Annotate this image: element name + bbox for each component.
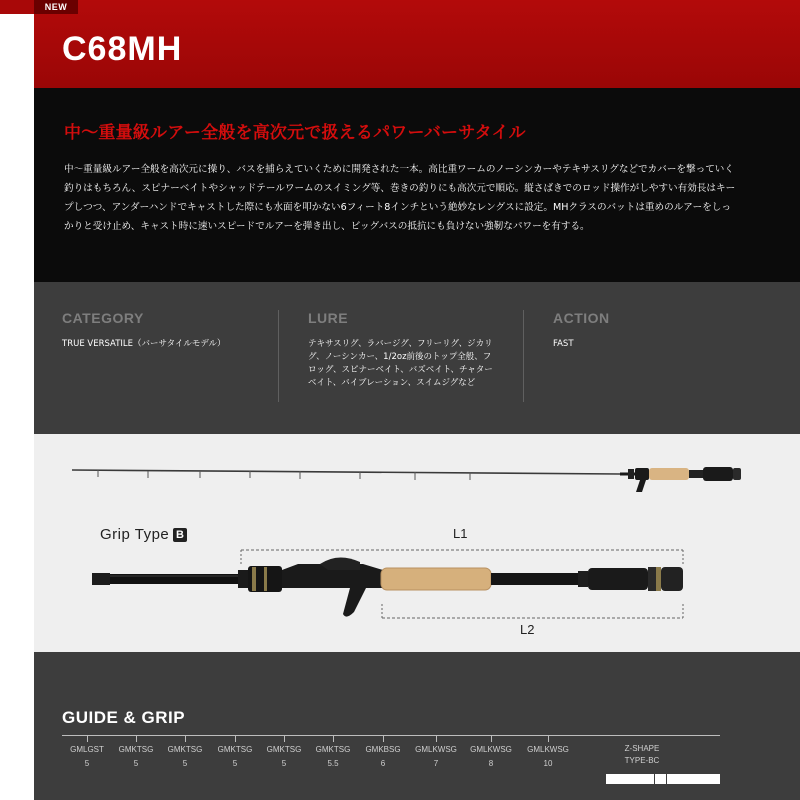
guide-item: GMKTSG 5 [162, 736, 208, 768]
grip-detail-image [88, 540, 698, 630]
l1-label: L1 [453, 526, 468, 541]
spec-action-title: ACTION [553, 310, 610, 326]
grip-name [612, 743, 672, 767]
spec-lure [308, 310, 498, 390]
guide-item: GMLKWSG 10 [525, 736, 571, 768]
grip-type-text: Grip Type [100, 526, 170, 543]
spec-category [62, 310, 262, 351]
guide-item: GMKTSG 5 [261, 736, 307, 768]
spec-divider [523, 310, 524, 402]
guide-item: GMLGST 5 [64, 736, 110, 768]
grip-name-line1: Z-SHAPE [624, 744, 660, 753]
grip-bar [606, 774, 720, 784]
grip-name-line2: TYPE-BC [624, 756, 660, 765]
l2-label: L2 [520, 622, 535, 637]
headline: 中〜重量級ルアー全般を高次元で扱えるパワーバーサタイル [64, 123, 526, 143]
rod-full-image [60, 458, 750, 498]
grip-type-badge: B [173, 528, 187, 542]
guide-grip-title: GUIDE & GRIP [62, 708, 186, 727]
guide-item: GMKTSG 5 [113, 736, 159, 768]
spec-category-title: CATEGORY [62, 310, 144, 326]
guide-item: GMKTSG 5 [212, 736, 258, 768]
guide-item: GMKBSG 6 [360, 736, 406, 768]
guide-item: GMLKWSG 7 [413, 736, 459, 768]
guide-item: GMKTSG 5.5 [310, 736, 356, 768]
spec-action-value: FAST [553, 339, 574, 349]
spec-action [553, 310, 733, 351]
spec-lure-title: LURE [308, 310, 349, 326]
spec-lure-value: テキサスリグ、ラバージグ、フリーリグ、ジカリグ、ノーシンカー、1/2oz前後のトップ全般、フロッグ、スピナーベイト、バズベイト、チャターベイト、バイブレーション、スイムジグなど [308, 339, 493, 388]
description-text: 中〜重量級ルアー全般を高次元に操り、バスを捕らえていくために開発された一本。高比重ワームのノーシンカーやテキサスリグなどでカバーを撃っていく釣りはもちろん、スピナーベイトやシャッドテールワームのスイミング等、巻きの釣りにも高次元で順応。縦さばきでのロッド操作がしやすい有効長はキープしつつ、アンダーハンドでキャストした際にも水面を叩かない6フィート8インチという絶妙なレングスに設定。MHクラスのバットは重めのルアーをしっかりと受け止め、キャスト時に速いスピードでルアーを弾き出し、ビッグバスの抵抗にも負けない強靭なパワーを有する。 [64, 164, 736, 232]
guide-item: GMLKWSG 8 [468, 736, 514, 768]
new-badge: NEW [34, 0, 78, 14]
spec-divider [278, 310, 279, 402]
model-title: C68MH [62, 30, 183, 68]
spec-category-value: TRUE VERSATILE（バーサタイルモデル） [62, 339, 226, 349]
